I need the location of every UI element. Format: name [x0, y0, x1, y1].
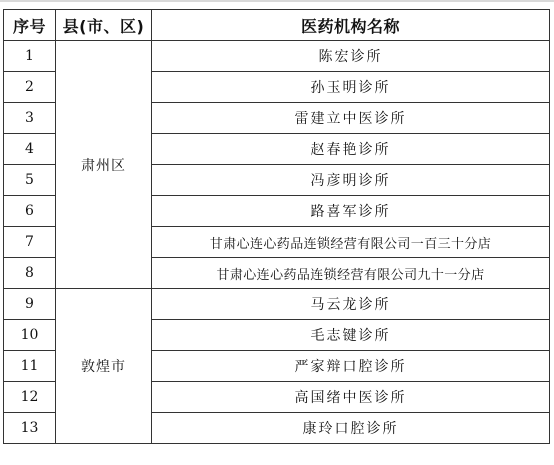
county-cell: 肃州区	[56, 41, 152, 289]
institution-name: 甘肃心连心药品连锁经营有限公司一百三十分店	[152, 227, 550, 258]
row-number: 2	[4, 72, 56, 103]
institution-name: 高国绪中医诊所	[152, 382, 550, 413]
county-cell: 敦煌市	[56, 289, 152, 444]
header-institution: 医药机构名称	[152, 10, 550, 41]
header-row	[4, 10, 550, 41]
header-index: 序号	[4, 10, 56, 41]
top-divider	[0, 0, 554, 2]
row-number: 5	[4, 165, 56, 196]
row-number: 10	[4, 320, 56, 351]
table-row	[4, 289, 550, 320]
header-county: 县(市、区)	[56, 10, 152, 41]
row-number: 4	[4, 134, 56, 165]
row-number: 1	[4, 41, 56, 72]
row-number: 13	[4, 413, 56, 444]
institution-name: 冯彦明诊所	[152, 165, 550, 196]
institution-name: 孙玉明诊所	[152, 72, 550, 103]
institution-name: 康玲口腔诊所	[152, 413, 550, 444]
institution-name: 严家辩口腔诊所	[152, 351, 550, 382]
row-number: 12	[4, 382, 56, 413]
row-number: 11	[4, 351, 56, 382]
row-number: 3	[4, 103, 56, 134]
row-number: 6	[4, 196, 56, 227]
row-number: 9	[4, 289, 56, 320]
institution-name: 雷建立中医诊所	[152, 103, 550, 134]
institution-name: 赵春艳诊所	[152, 134, 550, 165]
institution-table	[3, 9, 550, 444]
institution-name: 甘肃心连心药品连锁经营有限公司九十一分店	[152, 258, 550, 289]
institution-name: 陈宏诊所	[152, 41, 550, 72]
row-number: 8	[4, 258, 56, 289]
institution-name: 马云龙诊所	[152, 289, 550, 320]
institution-name: 路喜军诊所	[152, 196, 550, 227]
table-row	[4, 41, 550, 72]
institution-name: 毛志键诊所	[152, 320, 550, 351]
row-number: 7	[4, 227, 56, 258]
